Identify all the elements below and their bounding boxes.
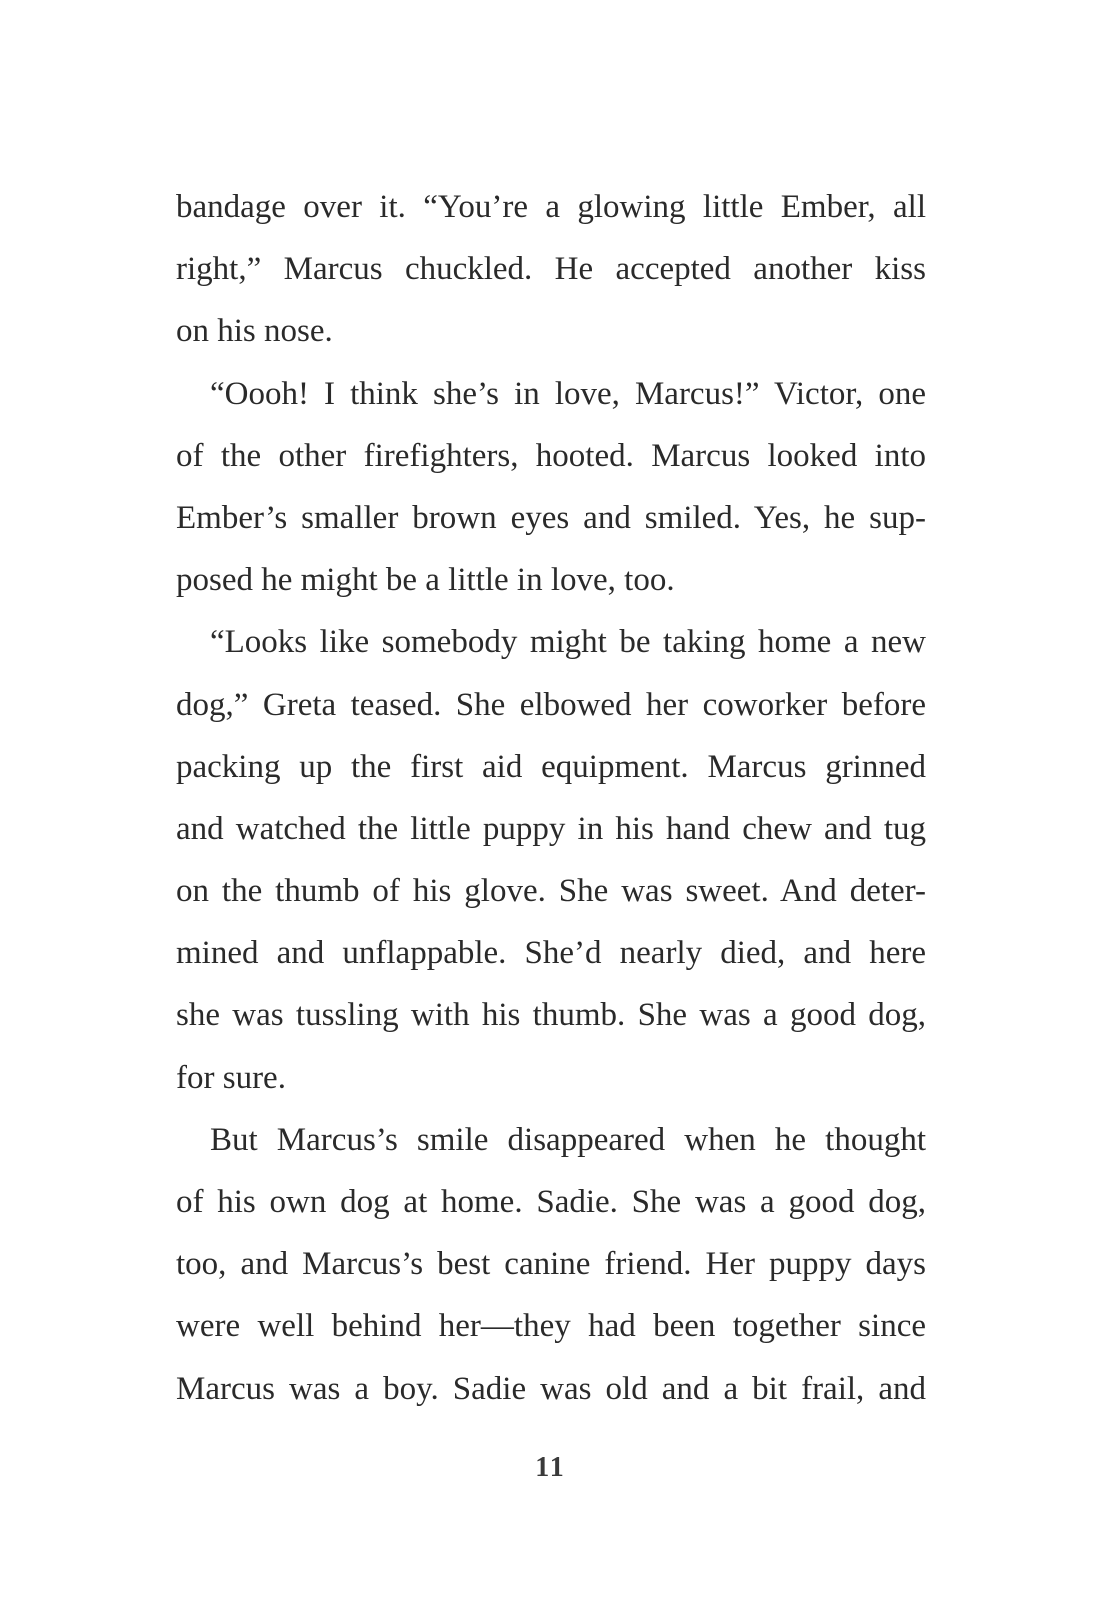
- text-line: right,” Marcus chuckled. He accepted another kiss: [176, 251, 926, 288]
- text-line: posed he might be a little in love, too.: [176, 562, 675, 599]
- page-number: 11: [535, 1452, 566, 1483]
- text-line: Marcus was a boy. Sadie was old and a bit frail, and: [176, 1370, 926, 1407]
- text-line: Ember’s smaller brown eyes and smiled. Yes, he sup-: [176, 499, 926, 536]
- text-line: and watched the little puppy in his hand chew and tug: [176, 810, 926, 847]
- text-line: too, and Marcus’s best canine friend. Her puppy days: [176, 1246, 926, 1283]
- text-line: for sure.: [176, 1059, 286, 1096]
- text-line: But Marcus’s smile disappeared when he thought: [210, 1121, 926, 1158]
- text-line: bandage over it. “You’re a glowing little Ember, all: [176, 189, 926, 225]
- text-line: on his nose.: [176, 313, 333, 350]
- text-line: of his own dog at home. Sadie. She was a good dog,: [176, 1184, 926, 1220]
- text-line: she was tussling with his thumb. She was a good dog,: [176, 997, 926, 1034]
- text-line: of the other firefighters, hooted. Marcus looked into: [176, 437, 926, 474]
- text-line: mined and unflappable. She’d nearly died, and here: [176, 935, 926, 972]
- body-text: [176, 176, 926, 1420]
- text-line: dog,” Greta teased. She elbowed her coworker before: [176, 686, 926, 723]
- text-line: “Oooh! I think she’s in love, Marcus!” Victor, one: [210, 375, 926, 412]
- text-line: “Looks like somebody might be taking home a new: [210, 624, 926, 661]
- text-line: on the thumb of his glove. She was sweet. And deter-: [176, 873, 926, 910]
- text-line: packing up the first aid equipment. Marcus grinned: [176, 748, 926, 785]
- text-line: were well behind her—they had been together since: [176, 1308, 926, 1345]
